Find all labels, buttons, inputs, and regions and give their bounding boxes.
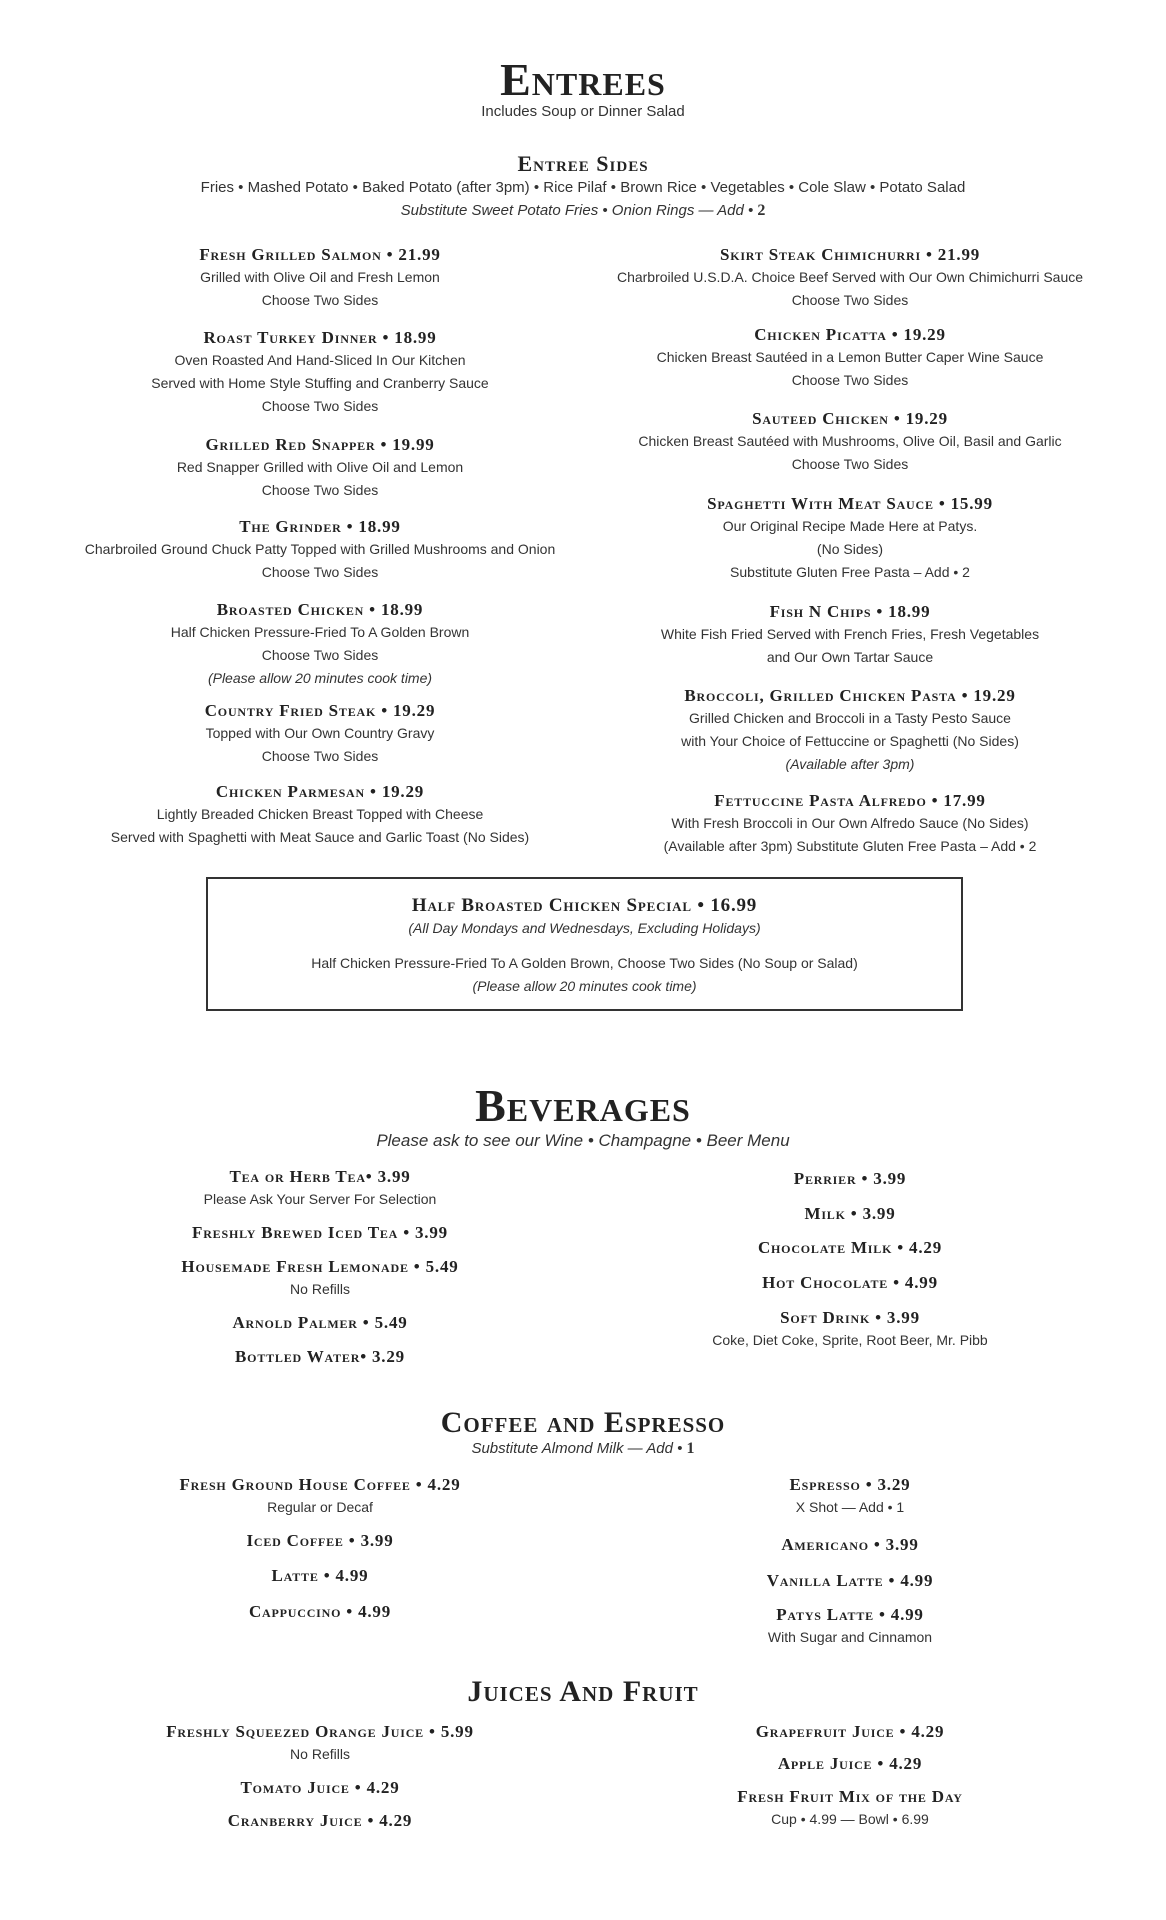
beverages-subtitle: Please ask to see our Wine • Champagne • Beer Menu	[376, 1131, 790, 1150]
menu-item	[590, 1237, 1110, 1259]
item-name: Housemade Fresh Lemonade • 5.49	[181, 1257, 459, 1276]
item-name: Hot Chocolate • 4.99	[762, 1273, 938, 1292]
item-name: Fish N Chips • 18.99	[769, 602, 931, 621]
item-name: Latte • 4.99	[271, 1566, 369, 1585]
coffee-subtitle	[0, 1440, 1166, 1458]
menu-item	[50, 1312, 590, 1334]
item-name: Cappuccino • 4.99	[248, 1602, 392, 1621]
special-box	[206, 877, 963, 1011]
coffee-title: Coffee and Espresso	[440, 1406, 726, 1439]
special-name: Half Broasted Chicken Special • 16.99	[411, 895, 758, 916]
item-desc: Coke, Diet Coke, Sprite, Root Beer, Mr. Pibb	[712, 1332, 988, 1348]
item-desc: Red Snapper Grilled with Olive Oil and Lemon	[176, 459, 464, 475]
menu-item	[50, 434, 590, 502]
item-desc: Choose Two Sides	[791, 292, 909, 308]
item-name: Country Fried Steak • 19.29	[204, 701, 436, 720]
item-desc: Cup • 4.99 — Bowl • 6.99	[771, 1811, 929, 1827]
entrees-subtitle: Includes Soup or Dinner Salad	[481, 103, 685, 120]
item-desc: Substitute Gluten Free Pasta – Add • 2	[730, 564, 970, 580]
sides-substitute-text: Substitute Sweet Potato Fries • Onion Rings — Add •	[400, 202, 754, 219]
menu-item	[590, 1474, 1110, 1519]
item-name: Grapefruit Juice • 4.29	[755, 1722, 945, 1741]
menu-item	[590, 601, 1110, 669]
menu-item	[50, 1222, 590, 1244]
menu-item	[590, 790, 1110, 858]
item-name: Milk • 3.99	[804, 1204, 896, 1223]
item-desc: Served with Spaghetti with Meat Sauce and Garlic Toast (No Sides)	[110, 829, 530, 845]
item-desc: Grilled Chicken and Broccoli in a Tasty Pesto Sauce	[689, 710, 1011, 726]
item-desc: With Fresh Broccoli in Our Own Alfredo Sauce (No Sides)	[671, 815, 1029, 831]
menu-item	[590, 1168, 1110, 1190]
menu-item	[50, 1777, 590, 1799]
item-desc: Choose Two Sides	[791, 372, 909, 388]
item-name: Apple Juice • 4.29	[777, 1754, 923, 1773]
item-desc: No Refills	[290, 1281, 350, 1297]
menu-item	[50, 516, 590, 584]
menu-item	[50, 244, 590, 312]
item-name: Broccoli, Grilled Chicken Pasta • 19.29	[684, 686, 1016, 705]
item-desc: Please Ask Your Server For Selection	[203, 1191, 437, 1207]
item-desc: Our Original Recipe Made Here at Patys.	[722, 518, 978, 534]
item-desc: Charbroiled U.S.D.A. Choice Beef Served with Our Own Chimichurri Sauce	[616, 269, 1084, 285]
menu-item	[50, 1530, 590, 1552]
menu-item	[590, 1753, 1110, 1775]
menu-item	[50, 327, 590, 418]
item-name: Americano • 3.99	[781, 1535, 919, 1554]
menu-item	[50, 1474, 590, 1519]
menu-item	[50, 1721, 590, 1766]
item-name: Patys Latte • 4.99	[776, 1605, 924, 1624]
item-desc: (Please allow 20 minutes cook time)	[207, 670, 433, 686]
item-name: Spaghetti With Meat Sauce • 15.99	[707, 494, 993, 513]
item-desc: Charbroiled Ground Chuck Patty Topped with Grilled Mushrooms and Onion	[84, 541, 556, 557]
menu-item	[590, 408, 1110, 476]
menu-item	[590, 1786, 1110, 1831]
sides-substitute-price: 2	[757, 202, 766, 219]
entree-sides-substitute	[0, 202, 1166, 220]
juices-title: Juices And Fruit	[467, 1675, 699, 1708]
menu-item	[590, 1307, 1110, 1352]
item-name: Tea or Herb Tea• 3.99	[229, 1167, 411, 1186]
item-desc: With Sugar and Cinnamon	[767, 1629, 933, 1645]
item-name: Chicken Picatta • 19.29	[754, 325, 946, 344]
item-desc: Half Chicken Pressure-Fried To A Golden Brown	[170, 624, 470, 640]
item-desc: Choose Two Sides	[261, 748, 379, 764]
menu-item	[590, 244, 1110, 312]
special-note: (All Day Mondays and Wednesdays, Excluding Holidays)	[408, 920, 761, 936]
item-name: Iced Coffee • 3.99	[246, 1531, 394, 1550]
item-desc: Chicken Breast Sautéed in a Lemon Butter Caper Wine Sauce	[656, 349, 1044, 365]
special-desc: Half Chicken Pressure-Fried To A Golden Brown, Choose Two Sides (No Soup or Salad)	[311, 955, 858, 971]
item-desc: with Your Choice of Fettuccine or Spaghetti (No Sides)	[681, 733, 1019, 749]
item-name: Tomato Juice • 4.29	[240, 1778, 400, 1797]
item-desc: Lightly Breaded Chicken Breast Topped with Cheese	[156, 806, 484, 822]
beverages-title: Beverages	[475, 1080, 691, 1131]
menu-item	[590, 1570, 1110, 1592]
entree-sides-title: Entree Sides	[517, 151, 649, 176]
item-desc: and Our Own Tartar Sauce	[766, 649, 934, 665]
menu-item	[590, 685, 1110, 776]
item-desc: Chicken Breast Sautéed with Mushrooms, Olive Oil, Basil and Garlic	[638, 433, 1062, 449]
item-name: Fresh Grilled Salmon • 21.99	[199, 245, 441, 264]
item-name: Chicken Parmesan • 19.29	[215, 782, 425, 801]
menu-item	[50, 1166, 590, 1211]
item-name: Grilled Red Snapper • 19.99	[205, 435, 435, 454]
item-desc: White Fish Fried Served with French Fries, Fresh Vegetables	[660, 626, 1040, 642]
item-desc: Choose Two Sides	[261, 564, 379, 580]
item-desc: Choose Two Sides	[791, 456, 909, 472]
item-desc: (Available after 3pm) Substitute Gluten Free Pasta – Add • 2	[663, 838, 1037, 854]
item-name: Sauteed Chicken • 19.29	[752, 409, 948, 428]
item-name: Fettuccine Pasta Alfredo • 17.99	[714, 791, 986, 810]
item-name: Skirt Steak Chimichurri • 21.99	[719, 245, 981, 264]
menu-item	[50, 1256, 590, 1301]
item-desc: (Available after 3pm)	[785, 756, 915, 772]
coffee-subtitle-text: Substitute Almond Milk — Add •	[471, 1440, 683, 1457]
item-name: Cranberry Juice • 4.29	[227, 1811, 413, 1830]
menu-item	[590, 1203, 1110, 1225]
item-name: Freshly Brewed Iced Tea • 3.99	[192, 1223, 448, 1242]
item-name: Vanilla Latte • 4.99	[766, 1571, 934, 1590]
item-desc: Choose Two Sides	[261, 647, 379, 663]
item-desc: Choose Two Sides	[261, 398, 379, 414]
item-name: Fresh Fruit Mix of the Day	[737, 1787, 963, 1806]
item-name: Bottled Water• 3.29	[235, 1347, 405, 1366]
item-desc: No Refills	[290, 1746, 350, 1762]
menu-item	[590, 1721, 1110, 1743]
item-desc: Oven Roasted And Hand-Sliced In Our Kitchen	[174, 352, 466, 368]
item-name: Fresh Ground House Coffee • 4.29	[179, 1475, 461, 1494]
item-desc: Topped with Our Own Country Gravy	[205, 725, 435, 741]
menu-item	[50, 1565, 590, 1587]
special-cook-time: (Please allow 20 minutes cook time)	[472, 978, 697, 994]
item-name: The Grinder • 18.99	[239, 517, 401, 536]
menu-item	[590, 1272, 1110, 1294]
item-desc: Choose Two Sides	[261, 292, 379, 308]
item-desc: (No Sides)	[816, 541, 884, 557]
menu-item	[50, 1601, 590, 1623]
entree-sides-list: Fries • Mashed Potato • Baked Potato (after 3pm) • Rice Pilaf • Brown Rice • Vegetables • Cole Slaw • Potato Salad	[200, 179, 966, 196]
entrees-title: Entrees	[500, 54, 666, 105]
menu-item	[590, 324, 1110, 392]
item-name: Perrier • 3.99	[793, 1169, 907, 1188]
item-name: Arnold Palmer • 5.49	[232, 1313, 408, 1332]
item-name: Espresso • 3.29	[789, 1475, 911, 1494]
item-name: Soft Drink • 3.99	[780, 1308, 920, 1327]
menu-item	[50, 700, 590, 768]
item-name: Roast Turkey Dinner • 18.99	[203, 328, 437, 347]
coffee-subtitle-price: 1	[686, 1440, 695, 1457]
menu-item	[50, 781, 590, 849]
menu-item	[50, 1810, 590, 1832]
item-name: Freshly Squeezed Orange Juice • 5.99	[166, 1722, 474, 1741]
item-desc: Served with Home Style Stuffing and Cranberry Sauce	[151, 375, 489, 391]
item-name: Broasted Chicken • 18.99	[216, 600, 424, 619]
item-desc: Regular or Decaf	[267, 1499, 373, 1515]
item-desc: Grilled with Olive Oil and Fresh Lemon	[200, 269, 440, 285]
menu-item	[590, 1604, 1110, 1649]
menu-item	[590, 493, 1110, 584]
menu-item	[50, 599, 590, 690]
item-name: Chocolate Milk • 4.29	[757, 1238, 943, 1257]
item-desc: X Shot — Add • 1	[795, 1499, 905, 1515]
menu-item	[50, 1346, 590, 1368]
menu-item	[590, 1534, 1110, 1556]
item-desc: Choose Two Sides	[261, 482, 379, 498]
